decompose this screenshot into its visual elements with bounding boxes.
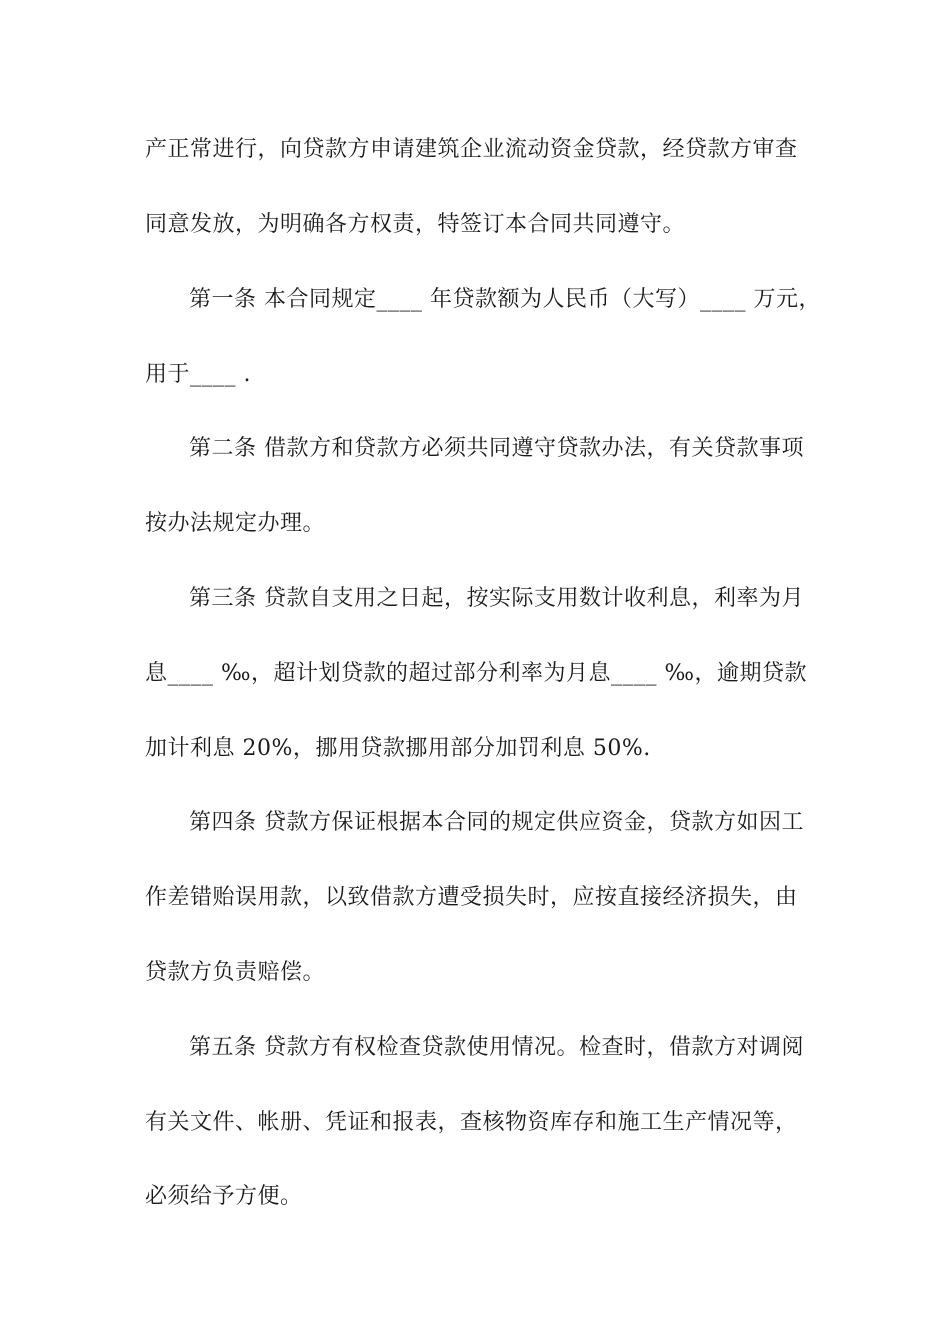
paragraph-line: 必须给予方便。 (145, 1184, 303, 1209)
paragraph-line: 按办法规定办理。 (145, 511, 326, 536)
paragraph-line: 息____ ‰，超计划贷款的超过部分利率为月息____ ‰，逾期贷款 (145, 661, 808, 686)
article-1-line: 第一条 本合同规定____ 年贷款额为人民币（大写）____ 万元， (189, 287, 821, 312)
paragraph-line: 有关文件、帐册、凭证和报表，查核物资库存和施工生产情况等， (145, 1110, 798, 1135)
article-2-line: 第二条 借款方和贷款方必须共同遵守贷款办法，有关贷款事项 (189, 436, 804, 461)
paragraph-line: 产正常进行，向贷款方申请建筑企业流动资金贷款，经贷款方审查 (145, 137, 798, 162)
paragraph-line: 作差错贻误用款，以致借款方遭受损失时，应按直接经济损失，由 (145, 885, 798, 910)
article-5-line: 第五条 贷款方有权检查贷款使用情况。检查时，借款方对调阅 (189, 1035, 804, 1060)
article-4-line: 第四条 贷款方保证根据本合同的规定供应资金，贷款方如因工 (189, 810, 804, 835)
article-3-line: 第三条 贷款自支用之日起，按实际支用数计收利息，利率为月 (189, 586, 804, 611)
paragraph-line: 加计利息 20%，挪用贷款挪用部分加罚利息 50%. (145, 736, 651, 761)
paragraph-line: 用于____ . (145, 362, 251, 387)
paragraph-line: 同意发放，为明确各方权责，特签订本合同共同遵守。 (145, 212, 686, 237)
paragraph-line: 贷款方负责赔偿。 (145, 960, 326, 985)
